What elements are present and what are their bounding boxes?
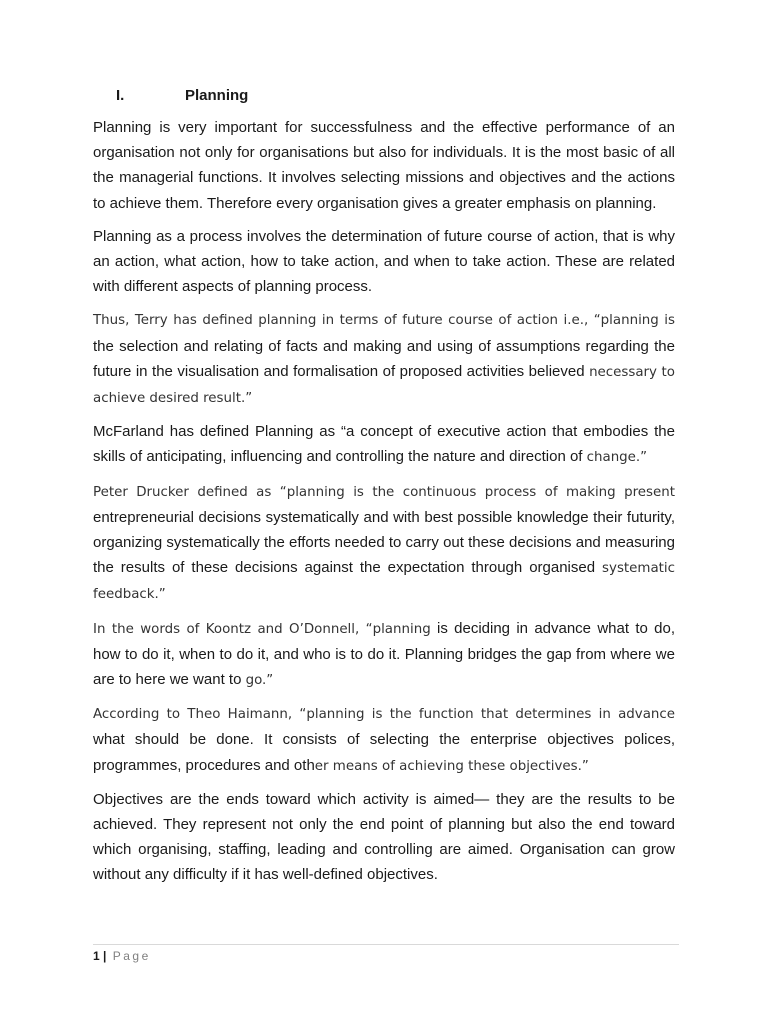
document-body xyxy=(93,86,675,896)
drucker-quote-end: systematic feedback.” xyxy=(93,561,675,603)
koontz-quote-end: go.” xyxy=(245,673,274,689)
terry-quote-end: necessary to achieve desired result.” xyxy=(93,364,676,407)
paragraph-intro-text: Planning is very important for successfulness and the effective performance of an organisation not only for organisations but also for individuals. It is the most basic of all the managerial functions. It involves selecting missions and objectives and the actions to achieve them. Therefore every organisation gives a greater emphasis on planning. xyxy=(93,119,675,212)
haimann-quote-start: According to Theo Haimann, “planning is the function that determines in advance xyxy=(93,707,675,723)
page-number: 1 xyxy=(93,949,100,963)
section-heading xyxy=(93,86,675,106)
drucker-quote-start: Peter Drucker defined as “planning is the continuous process of making present xyxy=(93,484,675,500)
section-title: Planning xyxy=(185,87,249,104)
paragraph-drucker xyxy=(93,479,675,608)
paragraph-terry xyxy=(93,307,675,411)
mcfarland-quote-start: “a concept of executive action that embodies the xyxy=(340,423,675,441)
footer-separator: | xyxy=(103,949,107,963)
haimann-quote-end: er means of achieving these objectives.” xyxy=(314,758,589,774)
mcfarland-quote-end: change.” xyxy=(586,450,648,466)
section-number: I. xyxy=(116,87,125,104)
koontz-quote-start: In the words of Koontz and O’Donnell, “planning xyxy=(93,621,431,637)
paragraph-koontz xyxy=(93,616,675,694)
drucker-quote-body: entrepreneurial decisions systematically and with best possible knowledge their futurity, organizing systematically the efforts needed to carry out these decisions and measuring the results of these decisions against the expectation through organised xyxy=(93,508,675,577)
terry-quote-start: Thus, Terry has defined planning in terms of future course of action i.e., “planning is xyxy=(93,313,675,329)
paragraph-process xyxy=(93,224,675,300)
paragraph-intro xyxy=(93,115,675,216)
koontz-quote-body: is deciding in advance what to do, how to do it, when to do it, and who is to do it. Planning bridges the gap from where we are to here we want to xyxy=(93,619,675,689)
mcfarland-quote-body: skills of anticipating, influencing and controlling the nature and direction of xyxy=(93,448,587,466)
page-footer xyxy=(93,944,679,964)
paragraph-mcfarland xyxy=(93,419,675,470)
page-label: Page xyxy=(112,949,151,963)
terry-quote-body: the selection and relating of facts and making and using of assumptions regarding the future in the visualisation and formalisation of proposed activities believed xyxy=(93,337,675,380)
haimann-quote-body: what should be done. It consists of selecting the enterprise objectives polices, programmes, procedures and oth xyxy=(93,731,675,774)
mcfarland-intro: McFarland has defined Planning as xyxy=(93,423,341,441)
paragraph-objectives-text: Objectives are the ends toward which activity is aimed— they are the results to be achieved. They represent not only the end point of planning but also the end toward which organising, staffing, leading and controlling are aimed. Organisation can grow without any difficulty if it has well-defined objectives. xyxy=(93,790,675,884)
paragraph-haimann xyxy=(93,701,675,779)
paragraph-objectives xyxy=(93,787,675,888)
paragraph-process-text: Planning as a process involves the determination of future course of action, that is why an action, what action, how to take action, and when to take action. These are related with different aspects of planning process. xyxy=(93,227,675,296)
